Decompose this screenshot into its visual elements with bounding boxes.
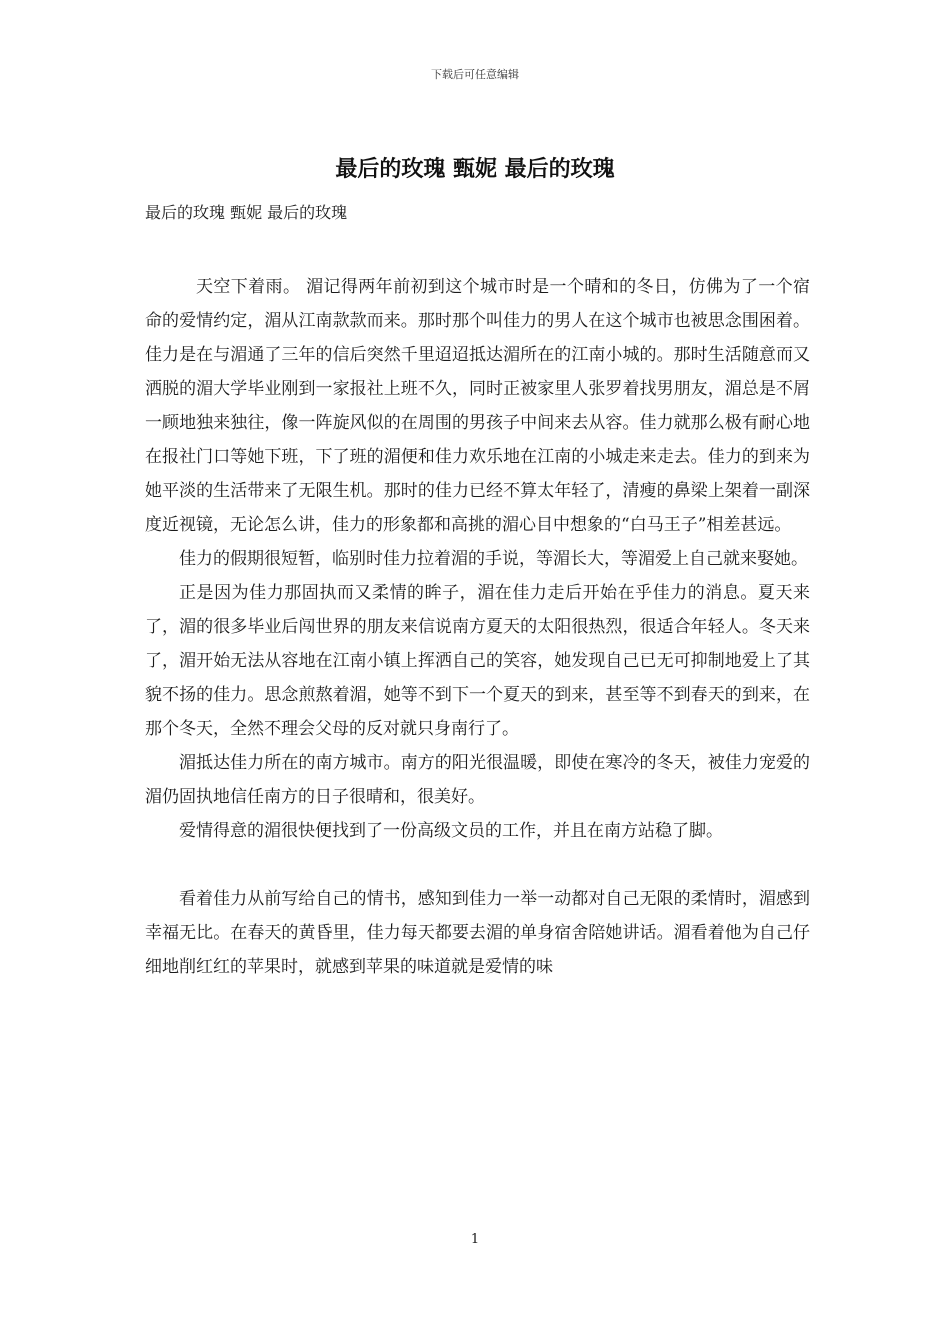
document-subtitle: 最后的玫瑰 甄妮 最后的玫瑰 <box>145 203 348 222</box>
document-body <box>145 270 810 984</box>
paragraph: 正是因为佳力那固执而又柔情的眸子，湄在佳力走后开始在乎佳力的消息。夏天来了，湄的很多毕业后闯世界的朋友来信说南方夏天的太阳很热烈，很适合年轻人。冬天来了，湄开始无法从容地在江南小镇上挥洒自己的笑容，她发现自己已无可抑制地爱上了其貌不扬的佳力。思念煎熬着湄，她等不到下一个夏天的到来，甚至等不到春天的到来，在那个冬天，全然不理会父母的反对就只身南行了。 <box>145 583 810 739</box>
paragraph: 天空下着雨。 湄记得两年前初到这个城市时是一个晴和的冬日，仿佛为了一个宿命的爱情约定，湄从江南款款而来。那时那个叫佳力的男人在这个城市也被思念围困着。 佳力是在与湄通了三年的信后突然千里迢迢抵达湄所在的江南小城的。那时生活随意而又洒脱的湄大学毕业刚到一家报社上班不久，同时正被家里人张罗着找男朋友，湄总是不屑一顾地独来独往，像一阵旋风似的在周围的男孩子中间来去从容。佳力就那么极有耐心地在报社门口等她下班，下了班的湄便和佳力欢乐地在江南的小城走来走去。佳力的到来为她平淡的生活带来了无限生机。那时的佳力已经不算太年轻了，清瘦的鼻梁上架着一副深度近视镜，无论怎么讲，佳力的形象都和高挑的湄心目中想象的“白马王子”相差甚远。 <box>145 277 810 535</box>
header-note: 下载后可任意编辑 <box>431 68 519 81</box>
page-title: 最后的玫瑰 甄妮 最后的玫瑰 <box>335 156 615 182</box>
paragraph: 看着佳力从前写给自己的情书，感知到佳力一举一动都对自己无限的柔情时，湄感到幸福无比。在春天的黄昏里，佳力每天都要去湄的单身宿舍陪她讲话。湄看着他为自己仔细地削红红的苹果时，就感到苹果的味道就是爱情的味 <box>145 889 810 977</box>
page-number: 1 <box>470 1232 480 1247</box>
paragraph: 湄抵达佳力所在的南方城市。南方的阳光很温暖，即使在寒冷的冬天，被佳力宠爱的湄仍固执地信任南方的日子很晴和，很美好。 <box>145 753 810 807</box>
paragraph: 佳力的假期很短暂，临别时佳力拉着湄的手说，等湄长大，等湄爱上自己就来娶她。 <box>179 549 808 569</box>
paragraph: 爱情得意的湄很快便找到了一份高级文员的工作，并且在南方站稳了脚。 <box>179 821 723 841</box>
